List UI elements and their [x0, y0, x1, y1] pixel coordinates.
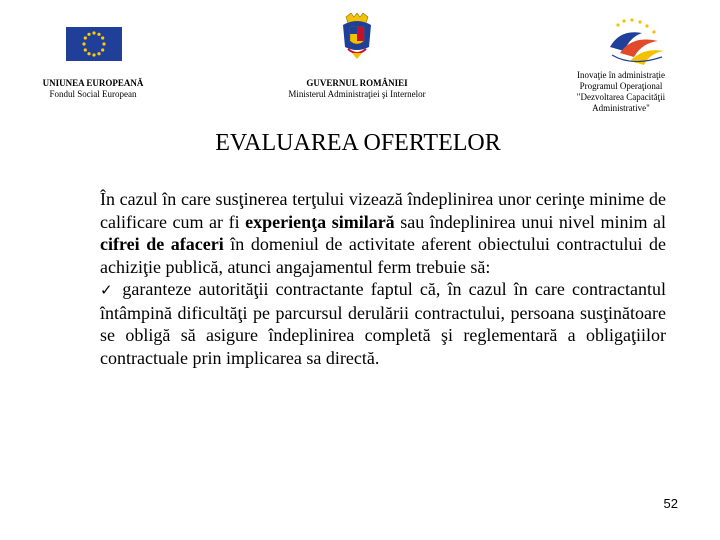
- paragraph-text-3: în domeniul de activitate aferent obiectului contractului de achiziţie publică, atunci angajamentul ferm trebuie să:: [100, 234, 666, 277]
- program-line-3: "Dezvoltarea Capacităţii: [576, 92, 666, 102]
- eu-name: UNIUNEA EUROPEANĂ: [42, 78, 144, 88]
- slide-body: [100, 188, 666, 369]
- guarantee-text: garanteze autorităţii contractante faptul că, în cazul în care contractantul întâmpină dificultăţi pe parcursul derulării contractului, persoana susţinătoare se obligă să asigure îndeplinirea completă şi reglementară a obligaţiilor contractuale prin implicarea sa directă.: [100, 279, 666, 368]
- slide-title: EVALUAREA OFERTELOR: [215, 130, 501, 156]
- program-caption: [560, 70, 682, 114]
- ministry-name: Ministerul Administraţiei şi Internelor: [288, 89, 426, 99]
- paragraph-text-1: În cazul în care susţinerea terţului vizează îndeplinirea unor cerinţe minime de calificare cum ar fi: [100, 189, 666, 232]
- eu-flag-logo: [66, 27, 122, 61]
- government-name: GUVERNUL ROMÂNIEI: [306, 78, 408, 88]
- program-line-4: Administrative": [592, 103, 650, 113]
- paragraph-condition: [100, 188, 666, 278]
- check-icon: ✓: [100, 281, 116, 299]
- emphasis-similar-experience: experienţa similară: [245, 211, 395, 232]
- program-line-2: Programul Operaţional: [579, 81, 663, 91]
- fse-program-logo: [602, 17, 668, 67]
- emphasis-turnover: cifrei de afaceri: [100, 234, 224, 254]
- government-caption: [262, 78, 452, 100]
- paragraph-guarantee: [100, 278, 666, 369]
- program-line-1: Inovaţie în administraţie: [577, 70, 665, 80]
- romanian-coat-of-arms-logo: [342, 13, 372, 59]
- page-number: 52: [663, 496, 678, 511]
- paragraph-text-2: sau îndeplinirea unui nivel minim al: [394, 211, 667, 232]
- eu-fund-name: Fondul Social European: [49, 89, 137, 99]
- eu-caption: [28, 78, 158, 100]
